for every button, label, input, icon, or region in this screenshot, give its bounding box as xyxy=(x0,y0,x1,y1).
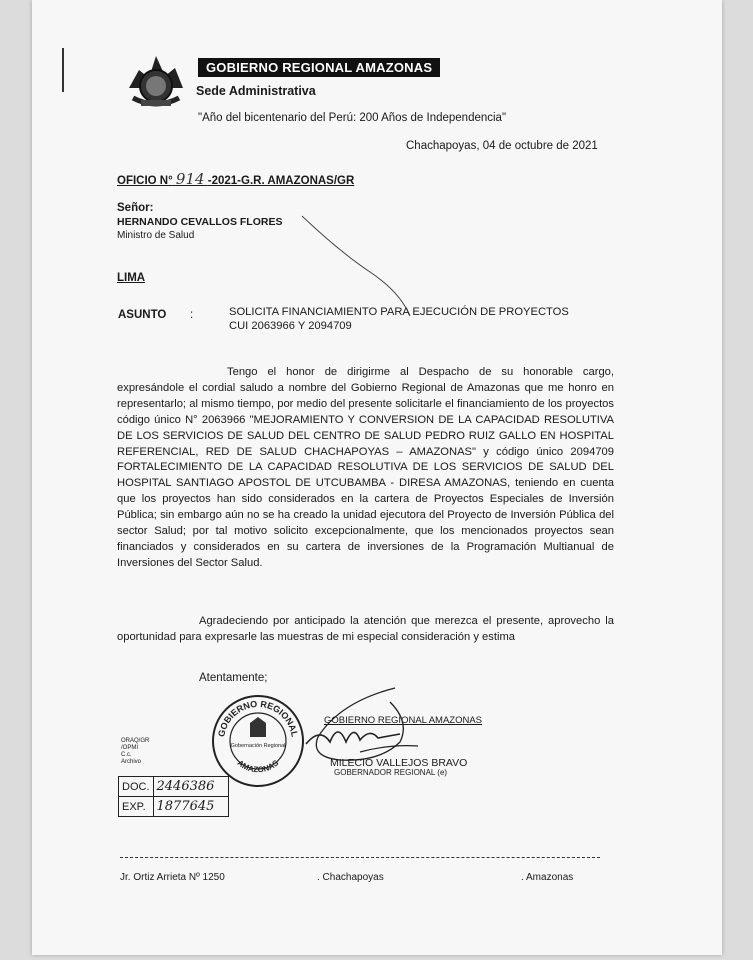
copy-list xyxy=(121,738,149,766)
subject-line: CUI 2063966 Y 2094709 xyxy=(229,320,352,332)
body-paragraph-text: Tengo el honor de dirigirme al Despacho de su honorable cargo, expresándole el cordial saludo a nombre del Gobierno Regional de Amazonas que me honro en representarlo; al mismo tiempo, por medio del presente solicitarle el financiamiento de los proyectos código único N° 2063966 "MEJORAMIENTO Y CONVERSION DE LA CAPACIDAD RESOLUTIVA DE LOS SERVICIOS DE SALUD DEL CENTRO DE SALUD PEDRO RUIZ GALLO EN HOSPITAL REFERENCIAL, RED DE SALUD CHACHAPOYAS – AMAZONAS" y código único 2094709 FORTALECIMIENTO DE LA CAPACIDAD RESOLUTIVA DE LOS SERVICIOS DE SALUD DEL HOSPITAL SANTIAGO APOSTOL DE UTCUBAMBA - DIRESA AMAZONAS, teniendo en cuenta que los proyectos han sido considerados en la cartera de Proyectos Especiales de Inversión Pública; sin embargo aún no se ha creado la unidad ejecutora del Proyecto de Inversión Pública del sector Salud; por tal motivo solicito excepcionalmente, que los mencionados proyectos sean financiados y considerados en su cartera de inversiones de la Programación Multianual de Inversiones del Sector Salud. xyxy=(117,366,614,569)
footer-region: . Amazonas xyxy=(521,872,574,883)
registry-row xyxy=(119,777,229,797)
footer-city: . Chachapoyas xyxy=(317,872,384,883)
seal-bottom-text: AMAZONAS xyxy=(235,758,281,775)
destination-city: LIMA xyxy=(117,272,146,284)
copy-line: /OPMI xyxy=(121,745,139,751)
registry-stamp xyxy=(118,776,229,817)
doc-label: DOC. xyxy=(119,777,154,797)
salutation: Señor: xyxy=(117,202,154,214)
body-paragraph xyxy=(117,614,614,646)
body-paragraph xyxy=(117,365,614,572)
official-seal xyxy=(210,693,306,789)
doc-number: 2446386 xyxy=(153,777,228,797)
seal-top-text: GOBIERNO REGIONAL xyxy=(216,698,300,738)
signer-title: GOBERNADOR REGIONAL (e) xyxy=(334,768,448,777)
recipient-role: Ministro de Salud xyxy=(117,230,195,241)
year-motto: "Año del bicentenario del Perú: 200 Años de Independencia" xyxy=(198,112,507,124)
oficio-number xyxy=(117,170,354,188)
oficio-suffix: -2021-G.R. AMAZONAS/GR xyxy=(207,175,355,187)
closing: Atentamente; xyxy=(199,672,268,684)
date-line: Chachapoyas, 04 de octubre de 2021 xyxy=(406,140,598,152)
regional-government-logo xyxy=(121,48,191,112)
subject-colon: : xyxy=(190,309,194,321)
subject-text xyxy=(229,305,619,333)
copy-line: ORAQ/GR xyxy=(121,738,150,744)
page-mark xyxy=(62,48,64,92)
copy-line: C.c. xyxy=(121,752,132,758)
office-name: Sede Administrativa xyxy=(196,84,316,98)
footer-divider xyxy=(120,857,600,858)
subject-label: ASUNTO xyxy=(118,309,167,321)
oficio-handwritten-number: 914 xyxy=(175,170,205,188)
org-banner: GOBIERNO REGIONAL AMAZONAS xyxy=(198,58,440,77)
exp-number: 1877645 xyxy=(153,797,228,817)
registry-row xyxy=(119,797,229,817)
body-paragraph-text: Agradeciendo por anticipado la atención que merezca el presente, aprovecho la oportunidad para expresarle las muestras de mi especial consideración y estima xyxy=(117,615,614,643)
signer-name: MILECIO VALLEJOS BRAVO xyxy=(330,757,468,769)
copy-line: Archivo xyxy=(121,759,142,765)
footer-address: Jr. Ortiz Arrieta Nº 1250 xyxy=(120,872,225,883)
subject-line: SOLICITA FINANCIAMIENTO PARA EJECUCIÓN DE PROYECTOS xyxy=(229,306,569,318)
svg-text:AMAZONAS xyxy=(236,758,281,774)
exp-label: EXP. xyxy=(119,797,154,817)
oficio-prefix: OFICIO N° xyxy=(117,175,173,187)
seal-center-text: Gobernación Regional xyxy=(230,743,286,749)
signer-org: GOBIERNO REGIONAL AMAZONAS xyxy=(324,715,483,726)
recipient-name: HERNANDO CEVALLOS FLORES xyxy=(117,216,283,228)
